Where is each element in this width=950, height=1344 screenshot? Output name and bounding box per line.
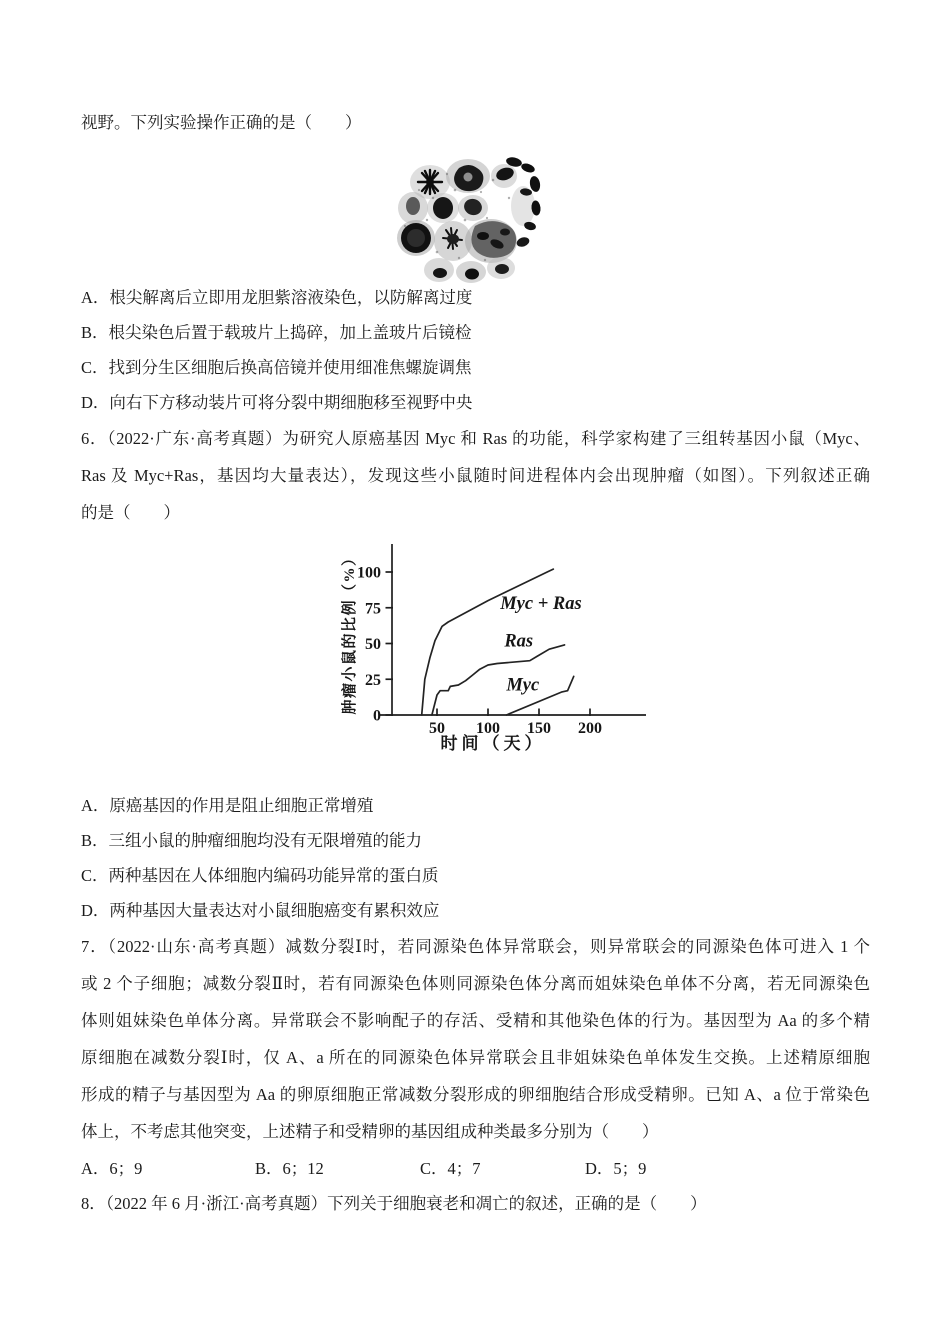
q7-option-a: A．6；9 <box>81 1159 143 1178</box>
root-tip-micrograph-svg <box>383 146 587 288</box>
q7-stem-line: 形成的精子与基因型为 Aa 的卵原细胞正常减数分裂形成的卵细胞结合形成受精卵。已知 A、a 位于常染色 <box>81 1085 870 1104</box>
svg-text:Ras: Ras <box>504 631 534 652</box>
q5-option-c: C．找到分生区细胞后换高倍镜并使用细准焦螺旋调焦 <box>81 358 472 377</box>
question-6-stem <box>81 420 870 531</box>
q7-option-c: C．4；7 <box>420 1159 481 1178</box>
root-tip-micrograph <box>383 146 587 288</box>
q7-option-d: D．5；9 <box>585 1159 647 1178</box>
question-5-tail <box>81 104 870 141</box>
question-6-options <box>81 788 870 928</box>
svg-text:50: 50 <box>365 636 381 653</box>
svg-text:100: 100 <box>476 720 500 737</box>
q6-option-a: A．原癌基因的作用是阻止细胞正常增殖 <box>81 796 374 815</box>
q7-stem-line: 体上，不考虑其他突变，上述精子和受精卵的基因组成种类最多分别为（ ） <box>81 1122 659 1141</box>
svg-text:肿瘤小鼠的比例（%）: 肿瘤小鼠的比例（%） <box>342 549 358 715</box>
svg-text:150: 150 <box>527 720 551 737</box>
q6-option-d: D．两种基因大量表达对小鼠细胞癌变有累积效应 <box>81 901 440 920</box>
q6-option-b: B．三组小鼠的肿瘤细胞均没有无限增殖的能力 <box>81 831 423 850</box>
svg-text:50: 50 <box>429 720 445 737</box>
svg-text:Myc: Myc <box>506 675 540 696</box>
q5-option-b: B．根尖染色后置于载玻片上捣碎，加上盖玻片后镜检 <box>81 323 472 342</box>
q7-stem-line: 体则姐妹染色单体分离。异常联会不影响配子的存活、受精和其他染色体的行为。基因型为 Aa 的多个精 <box>81 1011 870 1030</box>
svg-text:75: 75 <box>365 600 381 618</box>
q8-stem-text: 8．（2022 年 6 月·浙江·高考真题）下列关于细胞衰老和凋亡的叙述，正确的是（ ） <box>81 1194 707 1213</box>
question-7-options <box>81 1150 870 1187</box>
svg-text:25: 25 <box>365 671 381 689</box>
svg-text:200: 200 <box>578 720 602 737</box>
question-8-stem <box>81 1185 870 1222</box>
q5-option-d: D．向右下方移动装片可将分裂中期细胞移至视野中央 <box>81 393 473 412</box>
svg-text:时间（天）: 时间（天） <box>440 734 546 753</box>
q6-stem-line: Ras 及 Myc+Ras，基因均大量表达），发现这些小鼠随时间进程体内会出现肿瘤（如图）。下列叙述正确 <box>81 466 870 485</box>
svg-text:100: 100 <box>357 564 381 582</box>
svg-text:Myc + Ras: Myc + Ras <box>500 594 582 615</box>
q6-stem-line: 6．（2022·广东·高考真题）为研究人原癌基因 Myc 和 Ras 的功能，科学家构建了三组转基因小鼠（Myc、 <box>81 429 870 448</box>
question-5-options <box>81 280 870 420</box>
tumor-chart <box>330 540 660 770</box>
q7-stem-line: 原细胞在减数分裂Ⅰ时，仅 A、a 所在的同源染色体异常联会且非姐妹染色单体发生交换。上述精原细胞 <box>81 1048 870 1067</box>
q5-option-a: A．根尖解离后立即用龙胆紫溶液染色，以防解离过度 <box>81 288 473 307</box>
tumor-chart-svg <box>330 540 660 770</box>
q7-option-b: B．6；12 <box>255 1159 324 1178</box>
q7-stem-line: 7．（2022·山东·高考真题）减数分裂Ⅰ时，若同源染色体异常联会，则异常联会的同源染色体可进入 1 个 <box>81 937 870 956</box>
q6-option-c: C．两种基因在人体细胞内编码功能异常的蛋白质 <box>81 866 439 885</box>
question-7-stem <box>81 928 870 1150</box>
svg-text:0: 0 <box>373 707 381 725</box>
q6-stem-line: 的是（ ） <box>81 503 180 522</box>
q7-stem-line: 或 2 个子细胞；减数分裂Ⅱ时，若有同源染色体则同源染色体分离而姐妹染色单体不分离，若无同源染色 <box>81 974 870 993</box>
question-5-tail-text: 视野。下列实验操作正确的是（ ） <box>81 113 362 132</box>
